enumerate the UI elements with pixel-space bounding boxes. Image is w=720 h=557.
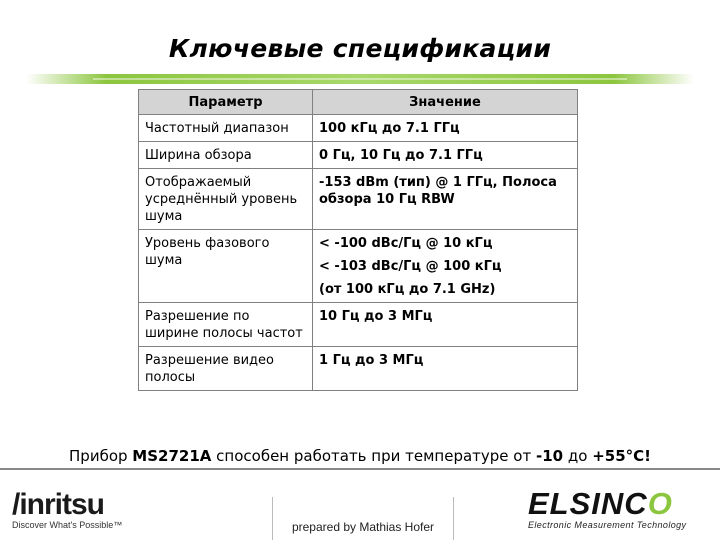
spec-table (138, 89, 578, 391)
header-value: Значение (313, 90, 578, 115)
elsinco-wordmark (528, 488, 714, 520)
table-row (139, 115, 578, 142)
note-max: +55°C! (592, 447, 651, 465)
row-value (313, 169, 578, 230)
row-param: Уровень фазового шума (139, 230, 313, 303)
row-param: Разрешение видео полосы (139, 347, 313, 391)
footer-divider (0, 468, 720, 470)
row-param: Разрешение по ширине полосы частот (139, 303, 313, 347)
row-param: Частотный диапазон (139, 115, 313, 142)
row-value (313, 347, 578, 391)
elsinco-logo (528, 488, 714, 538)
value-line: 1 Гц до 3 МГц (319, 353, 424, 368)
row-value (313, 230, 578, 303)
value-line: < -103 dBc/Гц @ 100 кГц (319, 259, 502, 274)
note-pre: Прибор (69, 447, 133, 465)
table-row (139, 230, 578, 303)
credit-text: prepared by Mathias Hofer (272, 497, 454, 540)
note-mid: способен работать при температуре от (211, 447, 536, 465)
value-line: < -100 dBc/Гц @ 10 кГц (319, 236, 493, 251)
table-row (139, 347, 578, 391)
table-header-row (139, 90, 578, 115)
slide-title: Ключевые спецификации (168, 34, 552, 63)
elsinco-tagline: Electronic Measurement Technology (528, 520, 687, 530)
value-line: 0 Гц, 10 Гц до 7.1 ГГц (319, 148, 483, 163)
row-value (313, 115, 578, 142)
header-parameter: Параметр (139, 90, 313, 115)
value-line: (от 100 кГц до 7.1 GHz) (319, 282, 496, 297)
elsinco-o: O (647, 486, 673, 521)
value-line: 100 кГц до 7.1 ГГц (319, 121, 460, 136)
note-model: MS2721A (132, 447, 212, 465)
value-line: -153 dBm (тип) @ 1 ГГц, Полоса обзора 10 Гц RBW (319, 175, 557, 207)
anritsu-wordmark: /inritsu (12, 488, 105, 521)
value-line: 10 Гц до 3 МГц (319, 309, 433, 324)
table-row (139, 169, 578, 230)
table-row (139, 303, 578, 347)
row-param: Ширина обзора (139, 142, 313, 169)
note-range: -10 (535, 447, 564, 465)
anritsu-logo (12, 490, 136, 536)
elsinco-letters: ELSINC (528, 486, 648, 521)
row-value (313, 142, 578, 169)
row-param: Отображаемый усреднённый уровень шума (139, 169, 313, 230)
temperature-note (0, 447, 720, 465)
title-underline (26, 74, 694, 84)
row-value (313, 303, 578, 347)
anritsu-tagline: Discover What's Possible™ (12, 520, 123, 530)
note-to: до (563, 447, 593, 465)
table-row (139, 142, 578, 169)
